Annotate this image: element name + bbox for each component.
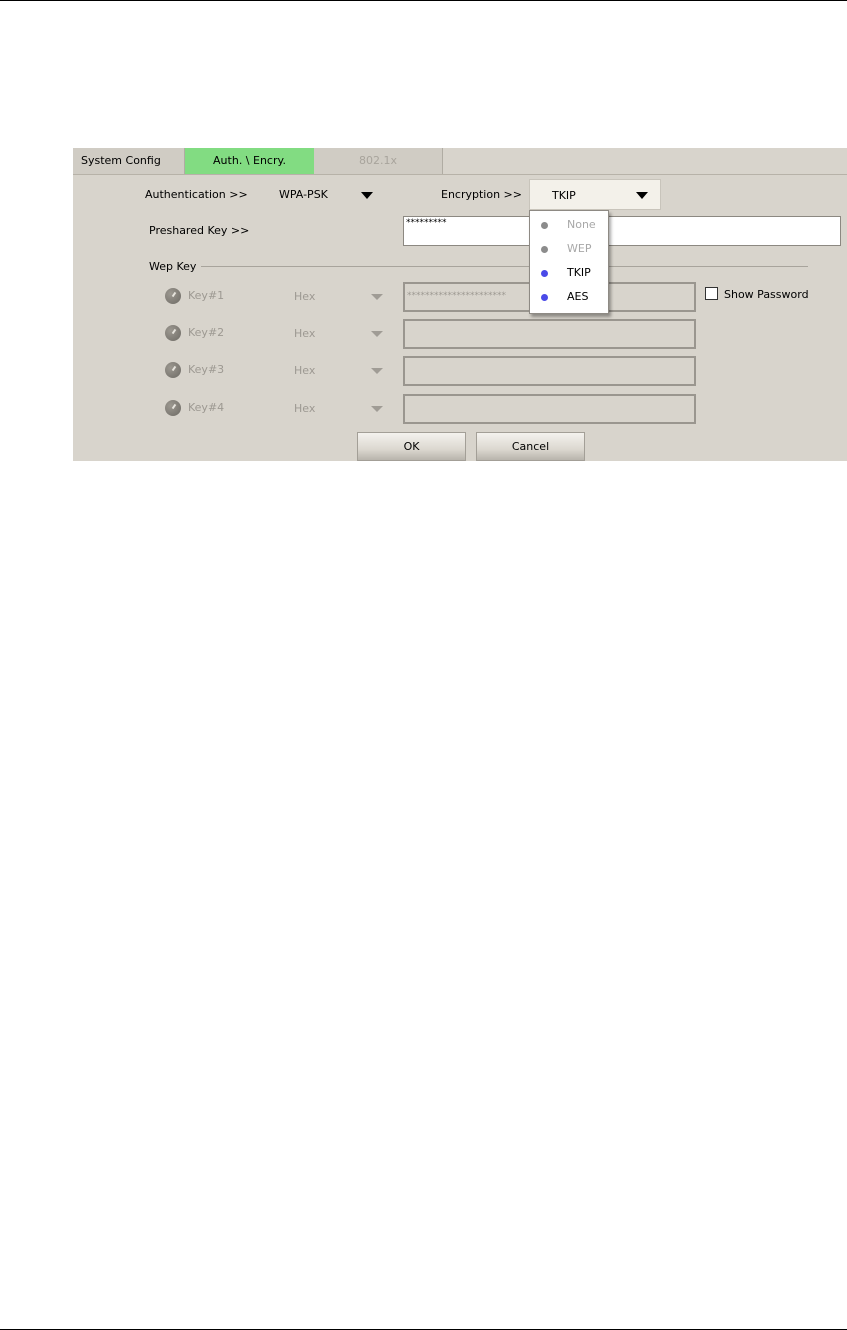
wep-key-row: [73, 319, 847, 349]
encryption-dropdown-list: [529, 210, 609, 314]
option-label: TKIP: [567, 266, 591, 279]
encryption-option-none[interactable]: [530, 213, 608, 237]
option-dot-icon: [541, 246, 548, 253]
chevron-down-icon: [636, 192, 648, 199]
show-password-checkbox[interactable]: [705, 287, 718, 300]
key3-radio[interactable]: [165, 362, 181, 378]
wireless-security-panel: [73, 148, 847, 461]
authentication-select[interactable]: [273, 182, 383, 206]
tab-system-config[interactable]: System Config: [73, 148, 185, 174]
wep-key-input[interactable]: [403, 356, 696, 386]
key1-radio[interactable]: [165, 288, 181, 304]
wep-key-input[interactable]: [403, 394, 696, 424]
key-format-value[interactable]: Hex: [294, 364, 316, 377]
key-label: Key#3: [188, 363, 225, 376]
option-dot-icon: [541, 270, 548, 277]
encryption-option-tkip[interactable]: [530, 261, 608, 285]
chevron-down-icon[interactable]: [371, 406, 383, 412]
chevron-down-icon[interactable]: [371, 294, 383, 300]
ok-button[interactable]: OK: [357, 432, 466, 461]
key-label: Key#4: [188, 401, 225, 414]
preshared-key-label: Preshared Key >>: [149, 224, 250, 237]
encryption-option-aes[interactable]: [530, 285, 608, 309]
wep-key-input[interactable]: [403, 319, 696, 349]
authentication-label: Authentication >>: [145, 188, 248, 201]
page-top-rule: [0, 0, 847, 1]
tab-auth-encry[interactable]: Auth. \ Encry.: [185, 148, 314, 174]
option-label: AES: [567, 290, 589, 303]
key-format-value[interactable]: Hex: [294, 402, 316, 415]
option-dot-icon: [541, 294, 548, 301]
wep-key-input[interactable]: **********************: [403, 282, 696, 312]
show-password-label: Show Password: [724, 288, 809, 301]
wep-key-row: [73, 356, 847, 386]
tab-bar: [73, 148, 847, 175]
tab-8021x[interactable]: 802.1x: [314, 148, 443, 174]
encryption-label: Encryption >>: [441, 188, 522, 201]
encryption-option-wep[interactable]: [530, 237, 608, 261]
encryption-value: TKIP: [552, 189, 576, 202]
key-format-value[interactable]: Hex: [294, 327, 316, 340]
option-label: WEP: [567, 242, 592, 255]
key2-radio[interactable]: [165, 325, 181, 341]
wep-key-group-divider: [201, 266, 808, 267]
key-label: Key#1: [188, 289, 225, 302]
key-label: Key#2: [188, 326, 225, 339]
chevron-down-icon[interactable]: [371, 368, 383, 374]
chevron-down-icon[interactable]: [371, 331, 383, 337]
wep-key-group-label: Wep Key: [149, 260, 197, 273]
option-dot-icon: [541, 222, 548, 229]
encryption-select[interactable]: [529, 179, 661, 210]
key-format-value[interactable]: Hex: [294, 290, 316, 303]
wep-key-row: [73, 394, 847, 424]
cancel-button[interactable]: Cancel: [476, 432, 585, 461]
key4-radio[interactable]: [165, 400, 181, 416]
preshared-key-input[interactable]: *********: [403, 216, 841, 246]
authentication-value: WPA-PSK: [279, 188, 328, 201]
option-label: None: [567, 218, 596, 231]
chevron-down-icon: [361, 192, 373, 199]
